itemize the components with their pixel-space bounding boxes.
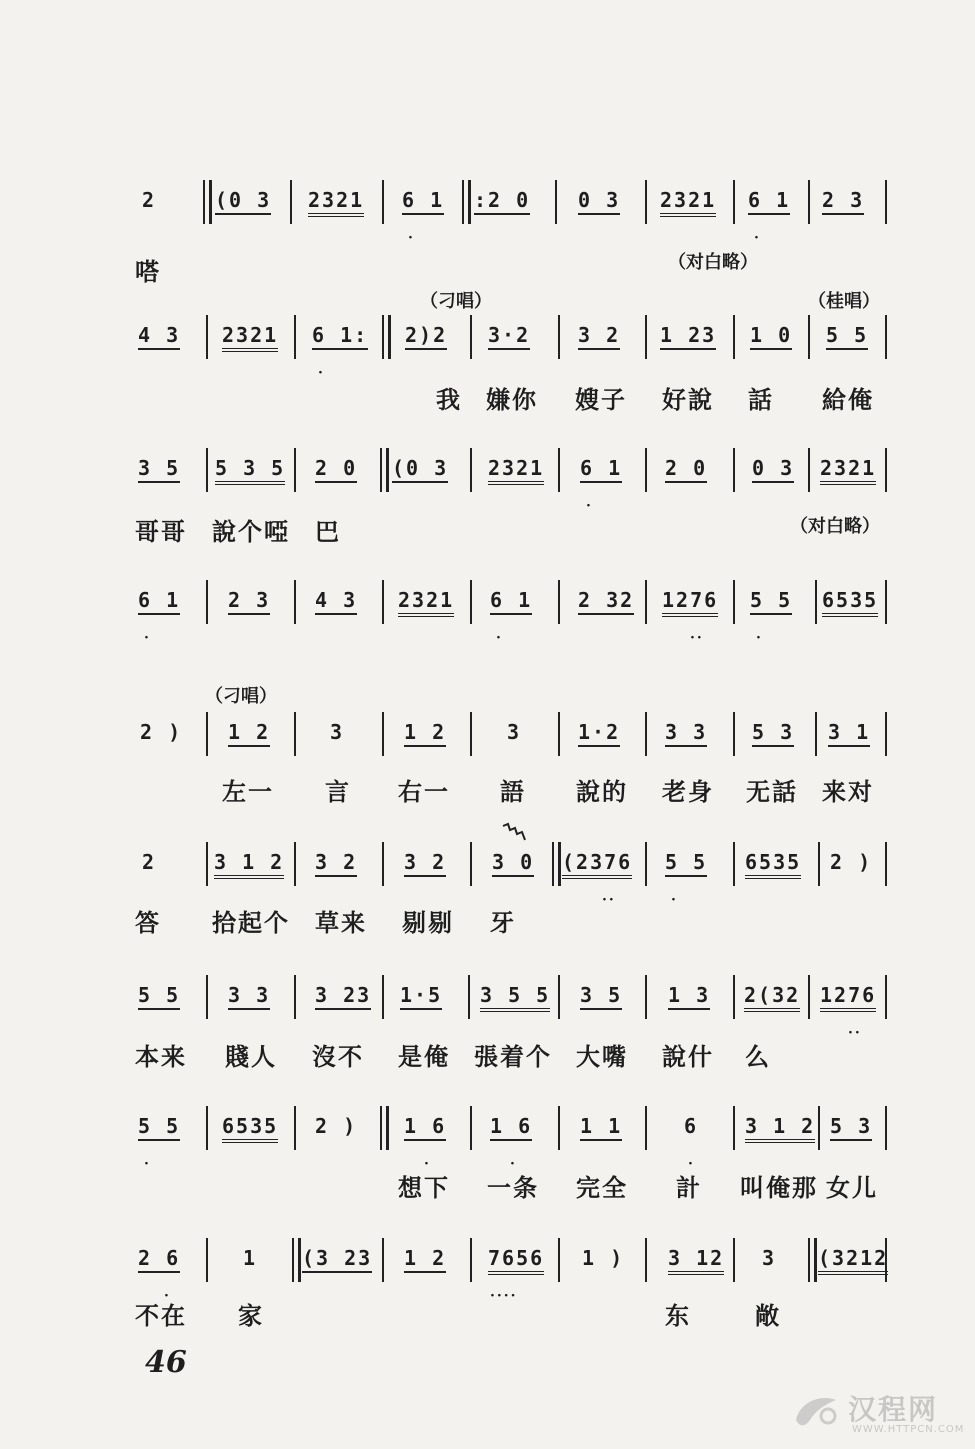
note-group: 5 3 [752,720,794,747]
barline [382,842,384,886]
note-group: 2 0 [665,456,707,483]
lyric: 东 [665,1302,691,1330]
note-group: 5 5 [750,588,792,615]
barline [885,448,887,492]
barline [645,448,647,492]
barline [885,1238,887,1282]
note-group: 5 5 [138,1114,180,1141]
note-group: 5 5 [138,983,180,1010]
watermark-text: 汉程网 [848,1393,939,1426]
barline [294,448,296,492]
note-group: 1 2 [228,720,270,747]
lyric: 答 [135,909,161,937]
note-group: :2 0 [474,188,530,215]
barline [470,712,472,756]
barline [382,1238,384,1282]
barline [468,975,470,1019]
low-octave-dot: · [408,230,415,246]
dialogue-omitted-note: （对白略） [668,252,758,273]
low-octave-dots: ·· [602,892,616,908]
page-number: 46 [145,1345,187,1380]
barline [885,1106,887,1150]
note-group: 0 3 [752,456,794,483]
barline [292,1238,301,1282]
note-group: 3 [762,1246,777,1270]
note-group: 2 6 [138,1246,180,1273]
score-line-4 [0,580,975,660]
lyric: 給俺 [822,386,874,414]
note-group: 3 0 [492,850,534,877]
note-group: 1276 [662,588,718,617]
note-group: 2321 [820,456,876,485]
lyric: 嫌你 [486,386,538,414]
low-octave-dots: ···· [490,1288,518,1304]
lyric: 不在 [135,1302,187,1330]
note-group: 1 23 [660,323,716,350]
note-group: 6 1 [580,456,622,483]
lyric: 女儿 [826,1174,878,1202]
note-group: 4 3 [138,323,180,350]
lyric: 左一 [222,778,274,806]
lyric: 是俺 [398,1043,450,1071]
low-octave-dot: · [510,1156,517,1172]
lyric: 賤人 [225,1043,277,1071]
note-group: 2 3 [228,588,270,615]
barline [294,1106,296,1150]
barline [380,448,389,492]
barline [470,315,472,359]
low-octave-dots: ·· [848,1025,862,1041]
low-octave-dot: · [586,498,593,514]
note-group: 2321 [308,188,364,217]
lyric: 剔剔 [402,909,454,937]
barline [294,712,296,756]
barline [885,580,887,624]
barline [818,842,820,886]
barline [558,580,560,624]
lyric: 来对 [822,778,874,806]
note-group: 2 0 [315,456,357,483]
lyric: 完全 [576,1174,628,1202]
lyric: 嗒 [135,258,161,286]
note-group: 1 6 [490,1114,532,1141]
barline [552,842,561,886]
barline [206,1238,208,1282]
dialogue-omitted-note: （对白略） [790,516,880,537]
singer-annotation: （刁唱） [420,291,492,312]
barline [206,975,208,1019]
barline [885,315,887,359]
note-group: 3 5 [138,456,180,483]
note-group: 5 3 5 [215,456,285,485]
barline [470,842,472,886]
lyric: 一条 [487,1174,539,1202]
low-octave-dot: · [756,630,763,646]
lyric: 我 [436,386,462,414]
note-group: 2 ) [315,1114,358,1138]
barline [808,448,810,492]
barline [558,315,560,359]
note-group: 1 0 [750,323,792,350]
lyric: 言 [325,778,351,806]
watermark [790,1388,965,1438]
note-group: 6535 [822,588,878,617]
note-group: 2 32 [578,588,634,615]
lyric: 叫俺那 [740,1174,818,1202]
barline [382,580,384,624]
barline [294,580,296,624]
note-group: 2 3 [822,188,864,215]
lyric: 語 [500,778,526,806]
note-group: 2 [142,188,157,212]
lyric: 草来 [315,909,367,937]
barline [470,448,472,492]
lyric: 拾起个 [212,909,290,937]
barline [294,975,296,1019]
barline [885,975,887,1019]
note-group: 1 [243,1246,258,1270]
barline [815,580,817,624]
barline [733,180,735,224]
note-group: 7656 [488,1246,544,1275]
barline [380,1106,389,1150]
note-group: 2 [142,850,157,874]
note-group: 6 [684,1114,699,1138]
barline [885,180,887,224]
note-group: 3 12 [668,1246,724,1275]
barline [206,315,208,359]
barline [733,448,735,492]
barline [470,1106,472,1150]
barline [555,180,557,224]
watermark-url: WWW.HTTPCN.COM [852,1424,965,1435]
low-octave-dot: · [496,630,503,646]
barline [206,842,208,886]
barline [818,1106,820,1150]
barline [206,1106,208,1150]
lyric: 巴 [315,518,341,546]
note-group: 3 2 [315,850,357,877]
barline [558,448,560,492]
note-group: 3 3 [665,720,707,747]
barline [203,180,212,224]
note-group: 2 ) [830,850,873,874]
lyric: 想下 [398,1174,450,1202]
barline [470,1238,472,1282]
note-group: 0 3 [578,188,620,215]
barline [733,315,735,359]
note-group: 3 5 [580,983,622,1010]
note-group: 3 23 [315,983,371,1010]
low-octave-dot: · [688,1156,695,1172]
barline [558,1106,560,1150]
note-group: 2(32 [744,983,800,1012]
low-octave-dots: ·· [690,630,704,646]
note-group: 3 5 5 [480,983,550,1012]
note-group: (2376 [562,850,632,879]
note-group: 3 3 [228,983,270,1010]
note-group: 1·5 [400,983,442,1010]
note-group: 2 ) [140,720,183,744]
barline [733,1238,735,1282]
watermark-logo-icon [790,1390,844,1434]
lyric: 大嘴 [576,1043,628,1071]
note-group: (3 23 [302,1246,372,1273]
barline [645,1238,647,1282]
note-group: (0 3 [215,188,271,215]
barline [294,315,296,359]
low-octave-dot: · [424,1156,431,1172]
note-group: 3 1 2 [214,850,284,879]
lyric: 敞 [755,1302,781,1330]
slide-mark-icon [500,822,530,848]
barline [558,712,560,756]
note-group: 6535 [745,850,801,879]
barline [558,1238,560,1282]
note-group: 3 [330,720,345,744]
note-group: (0 3 [392,456,448,483]
note-group: 6 1: [312,323,368,350]
singer-annotation: （桂唱） [808,291,880,312]
note-group: 1 1 [580,1114,622,1141]
lyric: 沒不 [312,1043,364,1071]
note-group: 3 [507,720,522,744]
lyric: 張着个 [474,1043,552,1071]
lyric: 計 [676,1174,702,1202]
barline [294,842,296,886]
lyric: 嫂子 [575,386,627,414]
note-group: 1 3 [668,983,710,1010]
barline [206,712,208,756]
note-group: 6535 [222,1114,278,1143]
note-group: 1 ) [582,1246,625,1270]
lyric: 本来 [135,1043,187,1071]
lyric: 么 [745,1043,771,1071]
low-octave-dot: · [164,1288,171,1304]
note-group: 2321 [660,188,716,217]
barline [808,975,810,1019]
barline [733,975,735,1019]
note-group: (3212 [818,1246,888,1275]
lyric: 說个啞 [212,518,290,546]
repeat-barline [462,180,471,224]
lyric: 話 [748,386,774,414]
barline [733,580,735,624]
barline [733,1106,735,1150]
note-group: 5 5 [665,850,707,877]
note-group: 3 1 [828,720,870,747]
lyric: 右一 [398,778,450,806]
note-group: 1 6 [404,1114,446,1141]
lyric: 哥哥 [135,518,187,546]
score-line-1 [0,180,975,260]
barline [382,975,384,1019]
note-group: 5 5 [826,323,868,350]
note-group: 2321 [398,588,454,617]
lyric: 好說 [662,386,714,414]
note-group: 1276 [820,983,876,1012]
note-group: 3 2 [404,850,446,877]
note-group: 1 2 [404,720,446,747]
barline [290,180,292,224]
note-group: 2321 [222,323,278,352]
lyric: 无話 [746,778,798,806]
barline [206,448,208,492]
barline [558,975,560,1019]
low-octave-dot: · [144,630,151,646]
barline [645,712,647,756]
barline [645,1106,647,1150]
barline [645,580,647,624]
lyric: 說什 [662,1043,714,1071]
note-group: 2321 [488,456,544,485]
note-group: 1 2 [404,1246,446,1273]
barline [815,712,817,756]
barline [645,842,647,886]
lyric: 老身 [662,778,714,806]
singer-annotation: （刁唱） [205,686,277,707]
barline [808,180,810,224]
barline [808,315,810,359]
low-octave-dot: · [754,230,761,246]
barline [206,580,208,624]
barline [382,712,384,756]
note-group: 6 1 [402,188,444,215]
low-octave-dot: · [144,1156,151,1172]
note-group: 1·2 [578,720,620,747]
note-group: 2)2 [405,323,447,350]
barline [733,712,735,756]
barline [808,1238,817,1282]
note-group: 3 2 [578,323,620,350]
barline [645,975,647,1019]
barline [645,315,647,359]
note-group: 6 1 [490,588,532,615]
repeat-barline [382,315,391,359]
lyric: 家 [238,1302,264,1330]
note-group: 3·2 [488,323,530,350]
note-group: 5 3 [830,1114,872,1141]
low-octave-dot: · [318,365,325,381]
lyric: 牙 [490,909,516,937]
barline [885,842,887,886]
barline [382,180,384,224]
barline [885,712,887,756]
lyric: 說的 [576,778,628,806]
note-group: 6 1 [138,588,180,615]
barline [733,842,735,886]
note-group: 6 1 [748,188,790,215]
barline [645,180,647,224]
note-group: 3 1 2 [745,1114,815,1143]
barline [470,580,472,624]
note-group: 4 3 [315,588,357,615]
low-octave-dot: · [671,892,678,908]
